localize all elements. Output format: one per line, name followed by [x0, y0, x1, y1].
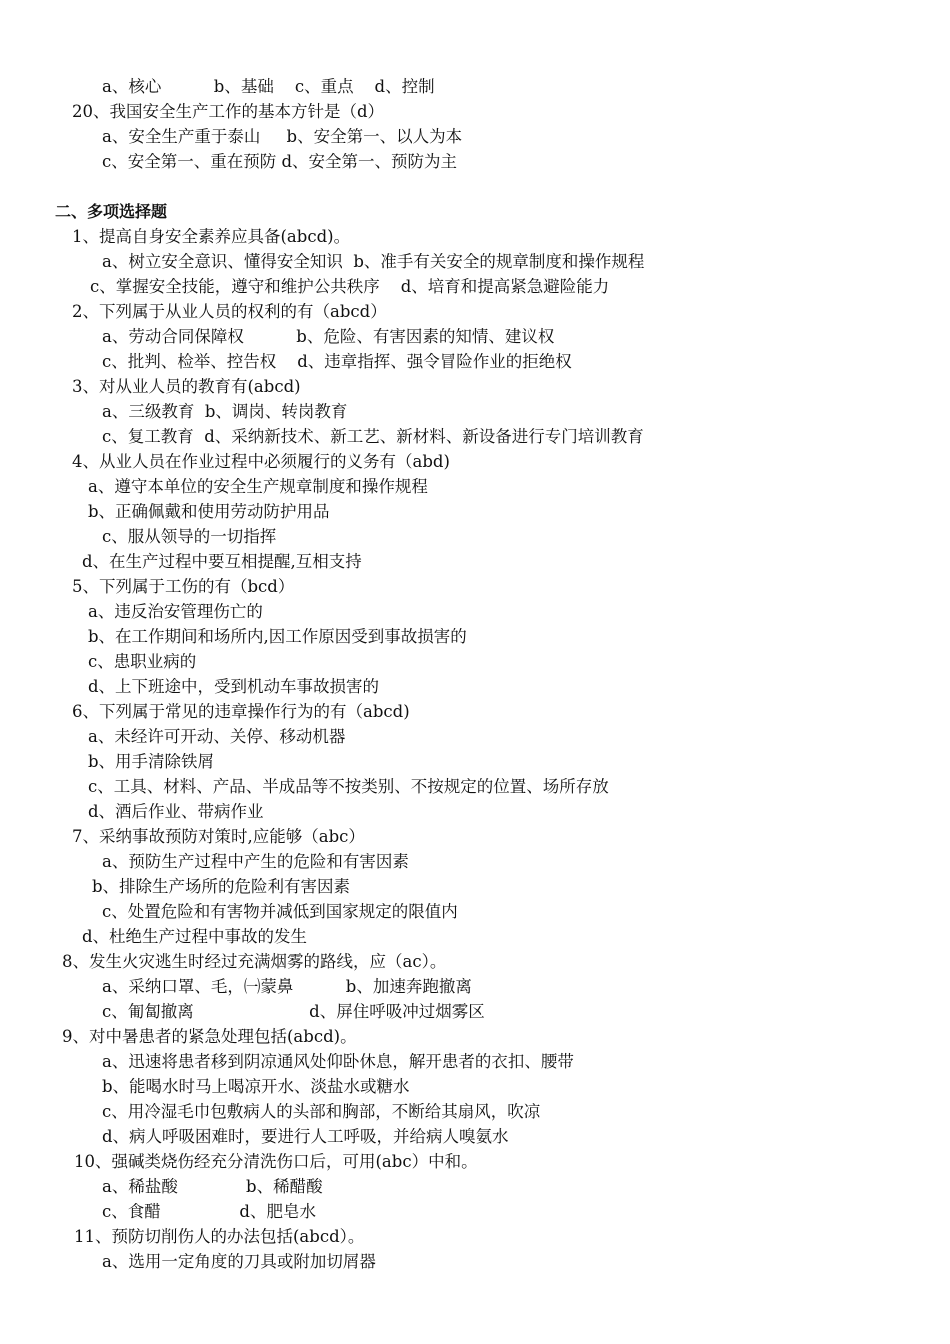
text-line: c、处置危险和有害物并减低到国家规定的限值内 [102, 902, 458, 921]
text-line: c、患职业病的 [88, 652, 197, 671]
question-line: 2、下列属于从业人员的权利的有（abcd） [72, 302, 387, 321]
text-line: c、工具、材料、产品、半成品等不按类别、不按规定的位置、场所存放 [88, 777, 609, 796]
section-heading: 二、多项选择题 [55, 202, 168, 221]
text-line: a、劳动合同保障权 b、危险、有害因素的知情、建议权 [102, 327, 555, 346]
text-line: c、安全第一、重在预防 d、安全第一、预防为主 [102, 152, 458, 171]
question-line: 20、我国安全生产工作的基本方针是（d） [72, 102, 385, 121]
text-line: a、选用一定角度的刀具或附加切屑器 [102, 1252, 376, 1271]
text-line: b、正确佩戴和使用劳动防护用品 [88, 502, 330, 521]
text-line: a、遵守本单位的安全生产规章制度和操作规程 [88, 477, 428, 496]
question-line: 4、从业人员在作业过程中必须履行的义务有（abd) [72, 452, 450, 471]
text-line: a、安全生产重于泰山 b、安全第一、以人为本 [102, 127, 463, 146]
text-line: a、稀盐酸 b、稀醋酸 [102, 1177, 323, 1196]
text-line: a、未经许可开动、关停、移动机器 [88, 727, 346, 746]
text-line: b、用手清除铁屑 [88, 752, 215, 771]
question-line: 3、对从业人员的教育有(abcd) [72, 377, 301, 396]
text-line: c、批判、检举、控告权 d、违章指挥、强令冒险作业的拒绝权 [102, 352, 572, 371]
text-line: c、用冷湿毛巾包敷病人的头部和胸部，不断给其扇风，吹凉 [102, 1102, 541, 1121]
question-line: 1、提高自身安全素养应具备(abcd)。 [72, 227, 351, 246]
text-line: b、在工作期间和场所内,因工作原因受到事故损害的 [88, 627, 467, 646]
question-line: 9、对中暑患者的紧急处理包括(abcd)。 [62, 1027, 357, 1046]
text-line: d、上下班途中，受到机动车事故损害的 [88, 677, 380, 696]
text-line: d、酒后作业、带病作业 [88, 802, 264, 821]
text-line: c、复工教育 d、采纳新技术、新工艺、新材料、新设备进行专门培训教育 [102, 427, 644, 446]
question-line: 6、下列属于常见的违章操作行为的有（abcd) [72, 702, 410, 721]
question-line: 10、强碱类烧伤经充分清洗伤口后，可用(abc）中和。 [74, 1152, 478, 1171]
text-line: c、匍匐撤离 d、屏住呼吸冲过烟雾区 [102, 1002, 485, 1021]
text-line: d、病人呼吸困难时，要进行人工呼吸，并给病人嗅氨水 [102, 1127, 509, 1146]
question-line: 8、发生火灾逃生时经过充满烟雾的路线，应（ac）。 [62, 952, 447, 971]
question-line: 11、预防切削伤人的办法包括(abcd）。 [74, 1227, 365, 1246]
text-line: b、能喝水时马上喝凉开水、淡盐水或糖水 [102, 1077, 410, 1096]
text-line: c、掌握安全技能，遵守和维护公共秩序 d、培育和提高紧急避险能力 [90, 277, 610, 296]
text-line: a、违反治安管理伤亡的 [88, 602, 263, 621]
text-line: d、杜绝生产过程中事故的发生 [82, 927, 308, 946]
text-line: a、三级教育 b、调岗、转岗教育 [102, 402, 348, 421]
text-line: a、迅速将患者移到阴凉通风处仰卧休息，解开患者的衣扣、腰带 [102, 1052, 574, 1071]
text-line: c、食醋 d、肥皂水 [102, 1202, 316, 1221]
text-line: c、服从领导的一切指挥 [102, 527, 277, 546]
text-line: a、树立安全意识、懂得安全知识 b、准手有关安全的规章制度和操作规程 [102, 252, 645, 271]
text-line: b、排除生产场所的危险利有害因素 [92, 877, 351, 896]
question-line: 5、下列属于工伤的有（bcd） [72, 577, 295, 596]
text-line: a、采纳口罩、毛，㈠蒙鼻 b、加速奔跑撤离 [102, 977, 472, 996]
text-line: d、在生产过程中要互相提醒,互相支持 [82, 552, 362, 571]
text-line: a、核心 b、基础 c、重点 d、控制 [102, 77, 435, 96]
text-line: a、预防生产过程中产生的危险和有害因素 [102, 852, 409, 871]
question-line: 7、采纳事故预防对策时,应能够（abc） [72, 827, 365, 846]
